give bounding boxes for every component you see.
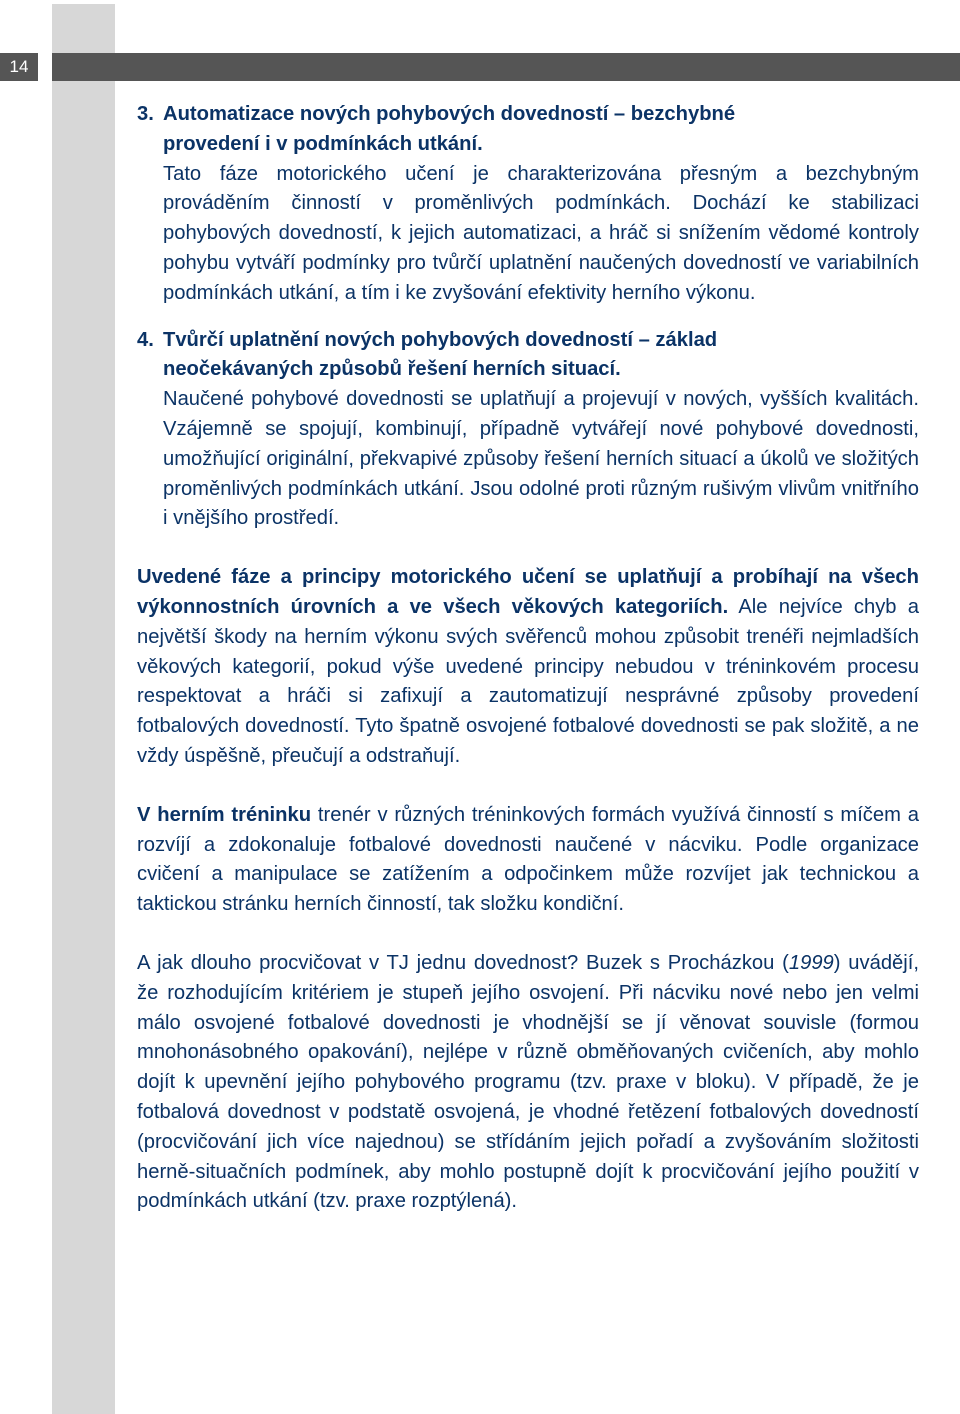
section-heading-line1: Tvůrčí uplatnění nových pohybových dovedností – základ xyxy=(163,328,718,351)
page-number: 14 xyxy=(0,53,38,81)
paragraph-lead: V herním tréninku xyxy=(137,803,312,826)
section-body: Naučené pohybové dovednosti se uplatňují a projevují v nových, vyšších kvalitách. Vzájemně se spojují, kombinují, případně vytvářejí nové pohybové dovednosti, umožňující originální, překvapivé způsoby řešení herních situací a úkolů ve složitých proměnlivých podmínkách utkání. Jsou odolné proti různým rušivým vlivům vnitřního i vnějšího prostředí. xyxy=(163,388,919,530)
paragraph-text-start: A jak dlouho procvičovat v TJ jednu dovednost? Buzek s Procházkou ( xyxy=(137,951,789,974)
paragraph-text: ) uvádějí, že rozhodujícím kritériem je stupeň jejího osvojení. Při nácviku nové nebo jen velmi málo osvojené fotbalové dovednosti je vhodnější se jí věnovat souvisle (formou mnohonásobného opakování), nejlépe v různě obměňovaných cvičeních, aby mohlo dojít k upevnění jejího pohybového programu (tzv. praxe v bloku). V případě, že je fotbalová dovednost v podstatě osvojená, je vhodné řetězení fotbalových dovedností (procvičování jich více najednou) se střídáním jejich pořadí a zvyšováním složitosti herně-situačních podmínek, aby mohlo postupně dojít k procvičování jejího použití v podmínkách utkání (tzv. praxe rozptýlená). xyxy=(137,951,919,1213)
section-heading xyxy=(137,326,919,386)
paragraph-training xyxy=(137,801,919,920)
section-number: 3. xyxy=(137,103,154,125)
paragraph-practice xyxy=(137,949,919,1217)
section-heading-line1: Automatizace nových pohybových dovedností – bezchybné xyxy=(163,103,736,125)
paragraph-lead: Uvedené fáze a principy motorického učení se uplatňují a probíhají na všech výkonnostních úrovních a ve všech věkových kategoriích. xyxy=(137,566,919,618)
section-4 xyxy=(137,326,919,535)
section-body: Tato fáze motorického učení je charakterizována přesným a bezchybným prováděním činností v proměnlivých podmínkách. Dochází ke stabilizaci pohybových dovedností, k jejich automatizaci, a hráč si snížením vědomé kontroly pohybu vytváří podmínky pro tvůrčí uplatnění naučených dovedností ve variabilních podmínkách utkání, a tím i ke zvyšování efektivity herního výkonu. xyxy=(163,162,919,304)
section-heading-line2: neočekávaných způsobů řešení herních situací. xyxy=(163,358,621,381)
citation-year: 1999 xyxy=(788,951,834,974)
section-heading-line2: provedení i v podmínkách utkání. xyxy=(163,132,483,155)
margin-strip xyxy=(52,4,115,1414)
section-heading xyxy=(137,100,919,160)
header-bar xyxy=(52,53,960,81)
paragraph-principles xyxy=(137,563,919,772)
page-content xyxy=(137,100,919,1217)
paragraph-text: trenér v různých tréninkových formách využívá činností s míčem a rozvíjí a zdokonaluje fotbalové dovednosti naučené v nácviku. Podle organizace cvičení a manipulace se zatížením a odpočinkem může rozvíjet jak technickou a taktickou stránku herních činností, tak složku kondiční. xyxy=(137,803,919,916)
section-3 xyxy=(137,100,919,309)
section-number: 4. xyxy=(137,328,154,351)
paragraph-text: Ale nejvíce chyb a největší škody na herním výkonu svých svěřenců mohou způsobit trenéři nejmladších věkových kategorií, pokud výše uvedené principy nebudou v tréninkovém procesu respektovat a hráči si zafixují a zautomatizují nesprávné způsoby provedení fotbalových dovedností. Tyto špatně osvojené fotbalové dovednosti se pak složitě, a ne vždy úspěšně, přeučují a odstraňují. xyxy=(137,595,919,767)
